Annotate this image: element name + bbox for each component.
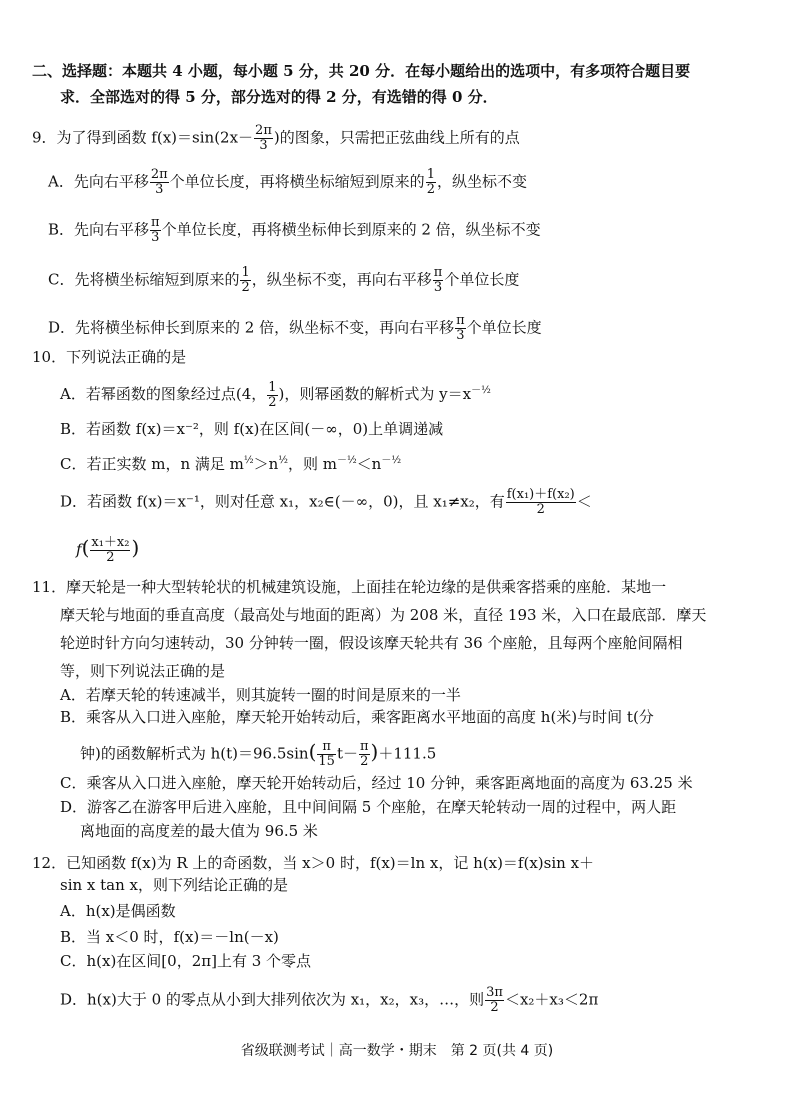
q10-option-b: B．若函数 f(x)＝x⁻²，则 f(x)在区间(－∞，0)上单调递减 xyxy=(60,420,444,438)
q10-c-text: C．若正实数 m，n 满足 m xyxy=(60,455,244,473)
q9-c-text-3: 个单位长度 xyxy=(444,270,520,289)
q10-d-text-2: ＜ xyxy=(576,492,592,511)
fraction-denominator: 3 xyxy=(456,328,465,343)
q10-c-exponent-3: －½ xyxy=(336,455,357,466)
q11-b-text: 钟)的函数解析式为 h(t)＝96.5sin xyxy=(80,744,309,763)
q9-d-text: D．先将横坐标伸长到原来的 2 倍，纵坐标不变，再向右平移 xyxy=(48,318,455,337)
q9-c-text: C．先将横坐标缩短到原来的 xyxy=(48,270,240,289)
section-title-line-1: 二、选择题：本题共 4 小题，每小题 5 分，共 20 分．在每小题给出的选项中，有多项符合题目要 xyxy=(32,62,691,80)
fraction-numerator: f(x₁)＋f(x₂) xyxy=(506,487,575,502)
q10-a-exponent: －½ xyxy=(471,385,491,396)
q10-a-point: (4， xyxy=(235,385,267,403)
fraction-denominator: 3 xyxy=(151,230,160,245)
q9-a-fraction-1 xyxy=(150,168,169,197)
q9-a-text: A．先向右平移 xyxy=(48,172,149,191)
q9-b-text-2: 个单位长度，再将横坐标伸长到原来的 2 倍，纵坐标不变 xyxy=(161,220,541,239)
q10-option-a xyxy=(60,380,491,410)
q12-d-text-2: ＜x₂＋x₃＜2π xyxy=(504,990,599,1009)
fraction-numerator: 1 xyxy=(268,379,277,395)
q12-d-text: D．h(x)大于 0 的零点从小到大排列依次为 x₁，x₂，x₃，…，则 xyxy=(60,990,485,1009)
q9-b-text: B．先向右平移 xyxy=(48,220,150,239)
q10-c-text-2: ＞n xyxy=(253,455,279,473)
q11-option-b: B．乘客从入口进入座舱，摩天轮开始转动后，乘客距离水平地面的高度 h(米)与时间 t(分 xyxy=(60,708,654,726)
fraction-denominator: 15 xyxy=(318,754,335,769)
q10-stem: 10．下列说法正确的是 xyxy=(32,348,187,366)
fraction-denominator: 2 xyxy=(360,754,369,769)
q9-c-fraction-2 xyxy=(433,266,444,295)
q12-option-a: A．h(x)是偶函数 xyxy=(60,902,176,920)
q11-b-text-2: t－ xyxy=(336,744,358,763)
fraction-denominator: 2 xyxy=(490,1000,499,1015)
q12-d-fraction xyxy=(485,986,504,1015)
fraction-numerator: 1 xyxy=(426,167,435,182)
fraction-numerator: π xyxy=(359,739,369,754)
q9-b-fraction xyxy=(150,216,161,245)
q10-a-point-end: ) xyxy=(278,385,285,403)
q9-stem-close: ) xyxy=(273,128,280,147)
section-title-line-2: 求．全部选对的得 5 分，部分选对的得 2 分，有选错的得 0 分． xyxy=(60,88,498,106)
fraction-numerator: π xyxy=(456,313,465,328)
q11-option-a: A．若摩天轮的转速减半，则其旋转一圈的时间是原来的一半 xyxy=(60,686,461,704)
fraction-numerator: 3π xyxy=(486,985,503,1000)
q9-d-fraction xyxy=(455,314,466,343)
q9-a-fraction-2 xyxy=(426,168,436,197)
q11-option-b-cont xyxy=(80,740,436,769)
q11-option-d-cont: 离地面的高度差的最大值为 96.5 米 xyxy=(80,822,318,840)
page-footer: 省级联测考试｜高一数学・期末 第 2 页(共 4 页) xyxy=(240,1043,554,1059)
q10-d-f: f xyxy=(76,540,82,559)
q9-c-text-2: ，纵坐标不变，再向右平移 xyxy=(251,270,432,289)
q12-option-c: C．h(x)在区间[0，2π]上有 3 个零点 xyxy=(60,952,312,970)
q11-line-3: 轮逆时针方向匀速转动，30 分钟转一圈，假设该摩天轮共有 36 个座舱，且每两个座舱间隔相 xyxy=(60,634,683,652)
q10-d-fraction xyxy=(506,488,576,517)
q11-b-fraction-1 xyxy=(317,740,336,769)
q10-a-fraction xyxy=(267,381,277,410)
q9-stem-text: 9．为了得到函数 f(x)＝sin xyxy=(32,128,215,147)
q11-b-paren-close: ) xyxy=(370,739,379,764)
fraction-numerator: 2π xyxy=(150,167,168,182)
q9-option-c xyxy=(48,266,519,295)
q9-option-d xyxy=(48,314,542,343)
fraction-numerator: x₁＋x₂ xyxy=(91,535,130,550)
q11-b-paren-open: ( xyxy=(308,739,317,764)
q9-d-text-2: 个单位长度 xyxy=(466,318,542,337)
fraction-denominator: 2 xyxy=(241,280,250,295)
fraction-denominator: 3 xyxy=(259,138,268,153)
q10-c-text-4: ＜n xyxy=(356,455,382,473)
q9-stem xyxy=(32,124,520,153)
q12-option-d xyxy=(60,986,598,1015)
q10-d-fraction-2 xyxy=(90,536,130,565)
q10-option-d-cont xyxy=(76,536,139,565)
q9-stem-fraction xyxy=(254,124,273,153)
q11-line-2: 摩天轮与地面的垂直高度（最高处与地面的距离）为 208 米，直径 193 米，入口在最底部．摩天 xyxy=(60,606,707,624)
q10-d-paren-close: ) xyxy=(131,535,140,560)
q9-a-text-3: ，纵坐标不变 xyxy=(436,172,527,191)
fraction-numerator: π xyxy=(151,215,160,230)
q9-option-b xyxy=(48,216,541,245)
q10-c-exponent-1: ½ xyxy=(243,455,254,466)
fraction-denominator: 2 xyxy=(268,394,277,410)
fraction-denominator: 2 xyxy=(426,182,435,197)
q9-stem-paren: (2x－ xyxy=(214,128,254,147)
q12-option-b: B．当 x＜0 时，f(x)＝－ln(－x) xyxy=(60,928,279,946)
q10-option-c xyxy=(60,450,401,475)
q10-d-text: D．若函数 f(x)＝x⁻¹，则对任意 x₁，x₂∈(－∞，0)，且 x₁≠x₂，有 xyxy=(60,492,505,511)
fraction-denominator: 3 xyxy=(155,182,164,197)
q9-a-text-2: 个单位长度，再将横坐标缩短到原来的 xyxy=(169,172,425,191)
q10-c-exponent-2: ½ xyxy=(278,455,288,466)
q9-option-a xyxy=(48,168,527,197)
fraction-numerator: π xyxy=(317,740,336,755)
fraction-numerator: π xyxy=(433,265,443,280)
q10-d-paren-open: ( xyxy=(81,535,90,560)
fraction-numerator: 1 xyxy=(241,265,250,280)
fraction-denominator: 2 xyxy=(106,550,115,565)
q9-c-fraction-1 xyxy=(240,266,250,295)
q10-c-exponent-4: －½ xyxy=(381,455,402,466)
q11-b-text-3: ＋111.5 xyxy=(378,744,437,763)
q9-stem-tail: 的图象，只需把正弦曲线上所有的点 xyxy=(279,128,520,147)
fraction-numerator: 2π xyxy=(255,123,272,138)
fraction-denominator: 3 xyxy=(433,280,443,295)
q11-option-d: D．游客乙在游客甲后进入座舱，且中间间隔 5 个座舱，在摩天轮转动一周的过程中，两人距 xyxy=(60,798,677,816)
q11-line-1: 11．摩天轮是一种大型转轮状的机械建筑设施，上面挂在轮边缘的是供乘客搭乘的座舱．某地一 xyxy=(32,578,667,596)
q10-a-text: A．若幂函数的图象经过点 xyxy=(60,385,236,403)
q12-line-1: 12．已知函数 f(x)为 R 上的奇函数，当 x＞0 时，f(x)＝ln x，记 h(x)＝f(x)sin x＋ xyxy=(32,854,595,872)
q10-option-d xyxy=(60,488,592,517)
q11-b-fraction-2 xyxy=(359,740,370,769)
fraction-denominator: 2 xyxy=(536,502,545,517)
q11-option-c: C．乘客从入口进入座舱，摩天轮开始转动后，经过 10 分钟，乘客距离地面的高度为 63.25 米 xyxy=(60,774,693,792)
q12-line-2: sin x tan x，则下列结论正确的是 xyxy=(60,876,289,894)
q10-c-text-3: ，则 m xyxy=(287,455,337,473)
q11-line-4: 等，则下列说法正确的是 xyxy=(60,662,226,680)
q10-a-text-2: ，则幂函数的解析式为 y＝x xyxy=(284,385,472,403)
